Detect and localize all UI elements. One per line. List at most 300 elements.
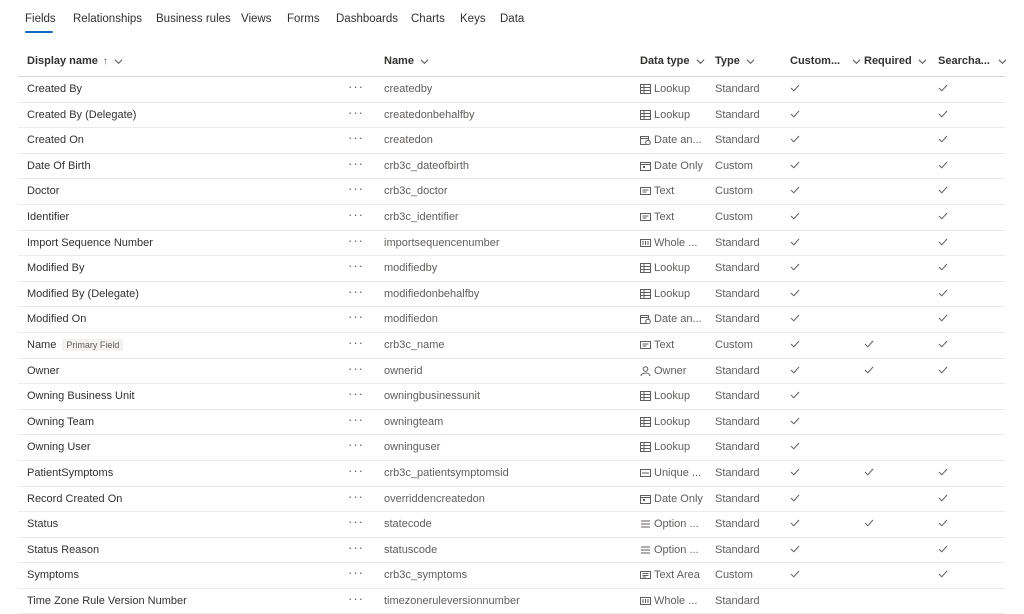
display-name-cell[interactable]	[27, 262, 84, 274]
number-icon	[640, 596, 651, 606]
table-row[interactable]	[18, 359, 1005, 385]
text-icon	[640, 212, 651, 222]
type-cell: Standard	[715, 390, 760, 403]
type-cell: Standard	[715, 492, 760, 505]
data-type-cell	[640, 237, 697, 249]
checkmark-icon	[790, 570, 800, 578]
display-name-cell[interactable]	[27, 416, 94, 428]
more-options-button[interactable]: ···	[348, 130, 364, 146]
schema-name-cell: crb3c_symptoms	[384, 569, 468, 582]
type-cell: Custom	[715, 210, 753, 223]
type-cell: Standard	[715, 108, 760, 121]
tab-fields[interactable]: Fields	[25, 13, 56, 25]
more-options-button[interactable]: ···	[348, 565, 364, 581]
data-type-text: Whole ...	[654, 594, 698, 607]
data-type-text: Lookup	[654, 83, 691, 95]
checkmark-icon	[938, 340, 948, 348]
display-name-cell[interactable]	[27, 134, 84, 146]
table-row[interactable]	[18, 256, 1005, 282]
display-name-text: Modified By	[27, 262, 85, 275]
customizable-cell	[790, 416, 800, 428]
checkmark-icon	[790, 212, 800, 220]
display-name-text: Doctor	[27, 185, 60, 198]
customizable-cell	[790, 83, 800, 95]
checkmark-icon	[938, 186, 948, 194]
tab-data[interactable]: Data	[500, 13, 525, 25]
checkmark-icon	[938, 212, 948, 220]
schema-name-cell: createdby	[384, 83, 433, 95]
column-header-label: Required	[864, 55, 912, 67]
type-cell: Standard	[715, 518, 760, 531]
column-header-display-name[interactable]	[27, 55, 123, 67]
customizable-cell	[790, 288, 800, 300]
option-icon	[640, 519, 651, 529]
type-cell: Standard	[715, 441, 760, 454]
schema-name-cell: crb3c_patientsymptomsid	[384, 466, 509, 479]
checkmark-icon	[864, 340, 874, 348]
text-icon	[640, 340, 651, 350]
data-type-cell	[640, 544, 699, 556]
customizable-cell	[790, 185, 800, 197]
lookup-icon	[640, 442, 651, 452]
checkmark-icon	[864, 519, 874, 527]
display-name-cell[interactable]	[27, 493, 122, 505]
checkmark-icon	[864, 366, 874, 374]
checkmark-icon	[938, 161, 948, 169]
datetime-icon	[640, 135, 651, 145]
data-type-text: Date Only	[654, 492, 703, 505]
checkmark-icon	[938, 570, 948, 578]
customizable-cell	[790, 313, 800, 325]
chevron-down-icon	[746, 57, 755, 66]
table-row[interactable]	[18, 538, 1005, 564]
tab-charts[interactable]: Charts	[411, 13, 445, 25]
schema-name-cell: modifiedon	[384, 313, 438, 326]
data-type-text: Lookup	[654, 415, 691, 428]
searchable-cell	[938, 313, 948, 325]
display-name-cell[interactable]	[27, 185, 59, 197]
schema-name-cell: importsequencenumber	[384, 236, 500, 249]
grid-body	[18, 77, 1005, 614]
column-header-label: Custom...	[790, 55, 841, 67]
searchable-cell	[938, 185, 948, 197]
required-cell	[864, 365, 874, 377]
more-options-button[interactable]: ···	[348, 181, 364, 197]
tab-views[interactable]: Views	[241, 13, 272, 25]
data-type-cell	[640, 185, 674, 197]
customizable-cell	[790, 365, 800, 377]
type-cell: Custom	[715, 159, 753, 172]
data-type-text: Text	[654, 338, 675, 351]
type-cell: Standard	[715, 262, 760, 275]
checkmark-icon	[790, 110, 800, 118]
checkmark-icon	[938, 135, 948, 143]
display-name-cell[interactable]	[27, 339, 123, 351]
more-options-button[interactable]: ···	[348, 206, 364, 222]
column-header-name[interactable]	[384, 55, 429, 67]
type-cell: Standard	[715, 236, 760, 249]
searchable-cell	[938, 518, 948, 530]
display-name-text: Modified On	[27, 313, 87, 326]
checkmark-icon	[790, 545, 800, 553]
more-options-button[interactable]: ···	[348, 360, 364, 376]
checkmark-icon	[790, 494, 800, 502]
display-name-text: Owning Business Unit	[27, 390, 135, 403]
type-cell: Standard	[715, 594, 760, 607]
display-name-cell[interactable]	[27, 518, 58, 530]
tab-business-rules[interactable]: Business rules	[156, 13, 231, 25]
searchable-cell	[938, 211, 948, 223]
customizable-cell	[790, 160, 800, 172]
data-type-text: Text	[654, 210, 675, 223]
data-type-text: Whole ...	[654, 236, 698, 249]
table-row[interactable]	[18, 307, 1005, 333]
searchable-cell	[938, 569, 948, 581]
more-options-button[interactable]: ···	[348, 411, 364, 427]
checkmark-icon	[790, 238, 800, 246]
more-options-button[interactable]: ···	[348, 462, 364, 478]
data-type-text: Date Only	[654, 159, 703, 172]
data-type-text: Option ...	[654, 518, 699, 531]
schema-name-cell: crb3c_dateofbirth	[384, 159, 469, 172]
checkmark-icon	[938, 263, 948, 271]
table-row[interactable]	[18, 103, 1005, 129]
tab-dashboards[interactable]: Dashboards	[336, 13, 399, 25]
display-name-cell[interactable]	[27, 83, 82, 95]
type-cell: Custom	[715, 185, 753, 198]
column-header-label: Name	[384, 55, 414, 67]
schema-name-cell: modifiedonbehalfby	[384, 287, 480, 300]
option-icon	[640, 545, 651, 555]
active-tab-indicator	[25, 31, 53, 33]
data-type-cell	[640, 390, 690, 402]
data-type-cell	[640, 288, 690, 300]
tab-forms[interactable]: Forms	[287, 13, 320, 25]
type-cell: Custom	[715, 338, 753, 351]
table-row[interactable]	[18, 128, 1005, 154]
column-header-searchable[interactable]	[938, 55, 1007, 67]
table-row[interactable]	[18, 435, 1005, 461]
display-name-cell[interactable]	[27, 467, 113, 479]
data-type-cell	[640, 109, 690, 121]
data-type-text: Date an...	[654, 313, 702, 326]
checkmark-icon	[790, 442, 800, 450]
customizable-cell	[790, 390, 800, 402]
type-cell: Standard	[715, 364, 760, 377]
display-name-text: Status	[27, 518, 59, 531]
checkmark-icon	[938, 519, 948, 527]
chevron-down-icon	[998, 57, 1007, 66]
display-name-cell[interactable]	[27, 544, 99, 556]
data-type-cell	[640, 569, 700, 581]
searchable-cell	[938, 160, 948, 172]
more-options-button[interactable]: ···	[348, 437, 364, 453]
table-row[interactable]	[18, 461, 1005, 487]
checkmark-icon	[790, 519, 800, 527]
more-options-button[interactable]: ···	[348, 104, 364, 120]
display-name-cell[interactable]	[27, 211, 69, 223]
checkmark-icon	[790, 263, 800, 271]
checkmark-icon	[938, 314, 948, 322]
table-row[interactable]	[18, 512, 1005, 538]
data-type-cell	[640, 365, 686, 377]
display-name-text: Owning Team	[27, 415, 95, 428]
checkmark-icon	[938, 468, 948, 476]
customizable-cell	[790, 467, 800, 479]
chevron-down-icon	[852, 57, 861, 66]
grid-header	[18, 48, 1005, 77]
more-options-button[interactable]: ···	[348, 334, 364, 350]
data-type-text: Text Area	[654, 569, 700, 582]
table-row[interactable]	[18, 179, 1005, 205]
more-options-button[interactable]: ···	[348, 79, 364, 94]
unique-icon	[640, 468, 651, 478]
data-type-cell	[640, 595, 697, 607]
data-type-cell	[640, 518, 699, 530]
more-options-button[interactable]: ···	[348, 232, 364, 248]
data-type-text: Owner	[654, 364, 687, 377]
chevron-down-icon	[420, 57, 429, 66]
display-name-text: Created By (Delegate)	[27, 108, 137, 121]
schema-name-cell: crb3c_doctor	[384, 185, 448, 198]
display-name-text: Status Reason	[27, 543, 100, 556]
checkmark-icon	[790, 161, 800, 169]
data-type-text: Option ...	[654, 543, 699, 556]
searchable-cell	[938, 493, 948, 505]
checkmark-icon	[864, 468, 874, 476]
sort-ascending-icon: ↑	[102, 55, 108, 67]
customizable-cell	[790, 544, 800, 556]
display-name-cell[interactable]	[27, 160, 91, 172]
searchable-cell	[938, 134, 948, 146]
tab-relationships[interactable]: Relationships	[73, 13, 143, 25]
text-icon	[640, 186, 651, 196]
schema-name-cell: statuscode	[384, 543, 438, 556]
checkmark-icon	[790, 391, 800, 399]
more-options-button[interactable]: ···	[348, 155, 364, 171]
checkmark-icon	[790, 340, 800, 348]
display-name-text: Identifier	[27, 210, 70, 223]
display-name-cell[interactable]	[27, 109, 136, 121]
checkmark-icon	[790, 417, 800, 425]
type-cell: Standard	[715, 83, 760, 95]
customizable-cell	[790, 339, 800, 351]
chevron-down-icon	[696, 57, 705, 66]
checkmark-icon	[938, 84, 948, 92]
searchable-cell	[938, 467, 948, 479]
table-row[interactable]	[18, 410, 1005, 436]
display-name-text: Symptoms	[27, 569, 79, 582]
column-header-label: Display name	[27, 55, 98, 67]
checkmark-icon	[938, 238, 948, 246]
tab-bar	[0, 0, 1024, 36]
date-icon	[640, 161, 651, 171]
more-options-button[interactable]: ···	[348, 309, 364, 325]
lookup-icon	[640, 110, 651, 120]
lookup-icon	[640, 263, 651, 273]
searchable-cell	[938, 237, 948, 249]
display-name-cell[interactable]	[27, 365, 59, 377]
more-options-button[interactable]: ···	[348, 590, 364, 606]
type-cell: Standard	[715, 415, 760, 428]
schema-name-cell: statecode	[384, 518, 432, 531]
required-cell	[864, 518, 874, 530]
searchable-cell	[938, 339, 948, 351]
date-icon	[640, 494, 651, 504]
textarea-icon	[640, 570, 651, 580]
data-type-cell	[640, 211, 674, 223]
schema-name-cell: crb3c_name	[384, 338, 445, 351]
lookup-icon	[640, 289, 651, 299]
display-name-text: Import Sequence Number	[27, 236, 153, 249]
table-row[interactable]	[18, 333, 1005, 359]
schema-name-cell: owninguser	[384, 441, 441, 454]
data-type-text: Date an...	[654, 134, 702, 147]
checkmark-icon	[790, 468, 800, 476]
data-type-cell	[640, 134, 702, 146]
customizable-cell	[790, 493, 800, 505]
required-cell	[864, 339, 874, 351]
tab-keys[interactable]: Keys	[460, 13, 486, 25]
customizable-cell	[790, 211, 800, 223]
chevron-down-icon	[114, 57, 123, 66]
customizable-cell	[790, 441, 800, 453]
type-cell: Standard	[715, 466, 760, 479]
schema-name-cell: owningteam	[384, 415, 444, 428]
display-name-cell[interactable]	[27, 595, 187, 607]
data-type-cell	[640, 83, 690, 95]
data-type-cell	[640, 339, 674, 351]
column-header-type[interactable]	[715, 55, 755, 67]
data-type-cell	[640, 441, 690, 453]
column-header-required[interactable]	[864, 55, 927, 67]
lookup-icon	[640, 417, 651, 427]
display-name-cell[interactable]	[27, 313, 86, 325]
checkmark-icon	[790, 289, 800, 297]
column-header-data-type[interactable]	[640, 55, 705, 67]
primary-field-badge: Primary Field	[62, 339, 123, 351]
more-options-button[interactable]: ···	[348, 488, 364, 504]
more-options-button[interactable]: ···	[348, 539, 364, 555]
fields-grid	[18, 48, 1005, 614]
checkmark-icon	[938, 545, 948, 553]
table-row[interactable]	[18, 77, 1005, 103]
data-type-cell	[640, 262, 690, 274]
searchable-cell	[938, 109, 948, 121]
chevron-down-icon	[918, 57, 927, 66]
checkmark-icon	[790, 366, 800, 374]
table-row[interactable]	[18, 589, 1005, 614]
display-name-text: Modified By (Delegate)	[27, 287, 139, 300]
checkmark-icon	[938, 110, 948, 118]
data-type-text: Lookup	[654, 287, 691, 300]
customizable-cell	[790, 109, 800, 121]
type-cell: Standard	[715, 134, 760, 147]
display-name-text: Record Created On	[27, 492, 123, 505]
schema-name-cell: overriddencreatedon	[384, 492, 485, 505]
table-row[interactable]	[18, 282, 1005, 308]
searchable-cell	[938, 262, 948, 274]
data-type-text: Unique ...	[654, 466, 702, 479]
checkmark-icon	[790, 314, 800, 322]
data-type-text: Lookup	[654, 262, 691, 275]
lookup-icon	[640, 84, 651, 94]
checkmark-icon	[790, 135, 800, 143]
more-options-button[interactable]: ···	[348, 386, 364, 402]
more-options-button[interactable]: ···	[348, 514, 364, 530]
searchable-cell	[938, 365, 948, 377]
display-name-cell[interactable]	[27, 569, 79, 581]
column-header-label: Data type	[640, 55, 690, 67]
searchable-cell	[938, 544, 948, 556]
table-row[interactable]	[18, 205, 1005, 231]
display-name-text: Time Zone Rule Version Number	[27, 594, 187, 607]
display-name-cell[interactable]	[27, 288, 139, 300]
display-name-cell[interactable]	[27, 441, 91, 453]
person-icon	[640, 366, 651, 376]
schema-name-cell: createdonbehalfby	[384, 108, 475, 121]
display-name-text: Created On	[27, 134, 84, 147]
display-name-cell[interactable]	[27, 237, 153, 249]
table-row[interactable]	[18, 154, 1005, 180]
data-type-text: Lookup	[654, 108, 691, 121]
checkmark-icon	[938, 289, 948, 297]
more-options-button[interactable]: ···	[348, 258, 364, 274]
display-name-cell[interactable]	[27, 390, 135, 402]
table-row[interactable]	[18, 231, 1005, 257]
display-name-text: Name	[27, 338, 57, 351]
table-row[interactable]	[18, 563, 1005, 589]
table-row[interactable]	[18, 384, 1005, 410]
data-type-text: Lookup	[654, 390, 691, 403]
customizable-cell	[790, 262, 800, 274]
lookup-icon	[640, 391, 651, 401]
column-header-label: Type	[715, 55, 740, 67]
display-name-text: Created By	[27, 83, 83, 95]
schema-name-cell: createdon	[384, 134, 433, 147]
required-cell	[864, 467, 874, 479]
checkmark-icon	[790, 186, 800, 194]
display-name-text: PatientSymptoms	[27, 466, 114, 479]
checkmark-icon	[938, 494, 948, 502]
type-cell: Standard	[715, 313, 760, 326]
data-type-cell	[640, 493, 703, 505]
column-header-label: Searcha...	[938, 55, 990, 67]
type-cell: Custom	[715, 569, 753, 582]
customizable-cell	[790, 569, 800, 581]
column-header-customizable[interactable]	[790, 55, 861, 67]
schema-name-cell: modifiedby	[384, 262, 438, 275]
more-options-button[interactable]: ···	[348, 283, 364, 299]
customizable-cell	[790, 134, 800, 146]
table-row[interactable]	[18, 487, 1005, 513]
display-name-text: Owning User	[27, 441, 91, 454]
data-type-cell	[640, 416, 690, 428]
schema-name-cell: crb3c_identifier	[384, 210, 459, 223]
data-type-cell	[640, 160, 703, 172]
display-name-text: Owner	[27, 364, 60, 377]
searchable-cell	[938, 288, 948, 300]
customizable-cell	[790, 237, 800, 249]
checkmark-icon	[938, 366, 948, 374]
schema-name-cell: timezoneruleversionnumber	[384, 594, 520, 607]
data-type-cell	[640, 467, 701, 479]
schema-name-cell: owningbusinessunit	[384, 390, 481, 403]
searchable-cell	[938, 83, 948, 95]
customizable-cell	[790, 518, 800, 530]
schema-name-cell: ownerid	[384, 364, 423, 377]
number-icon	[640, 238, 651, 248]
